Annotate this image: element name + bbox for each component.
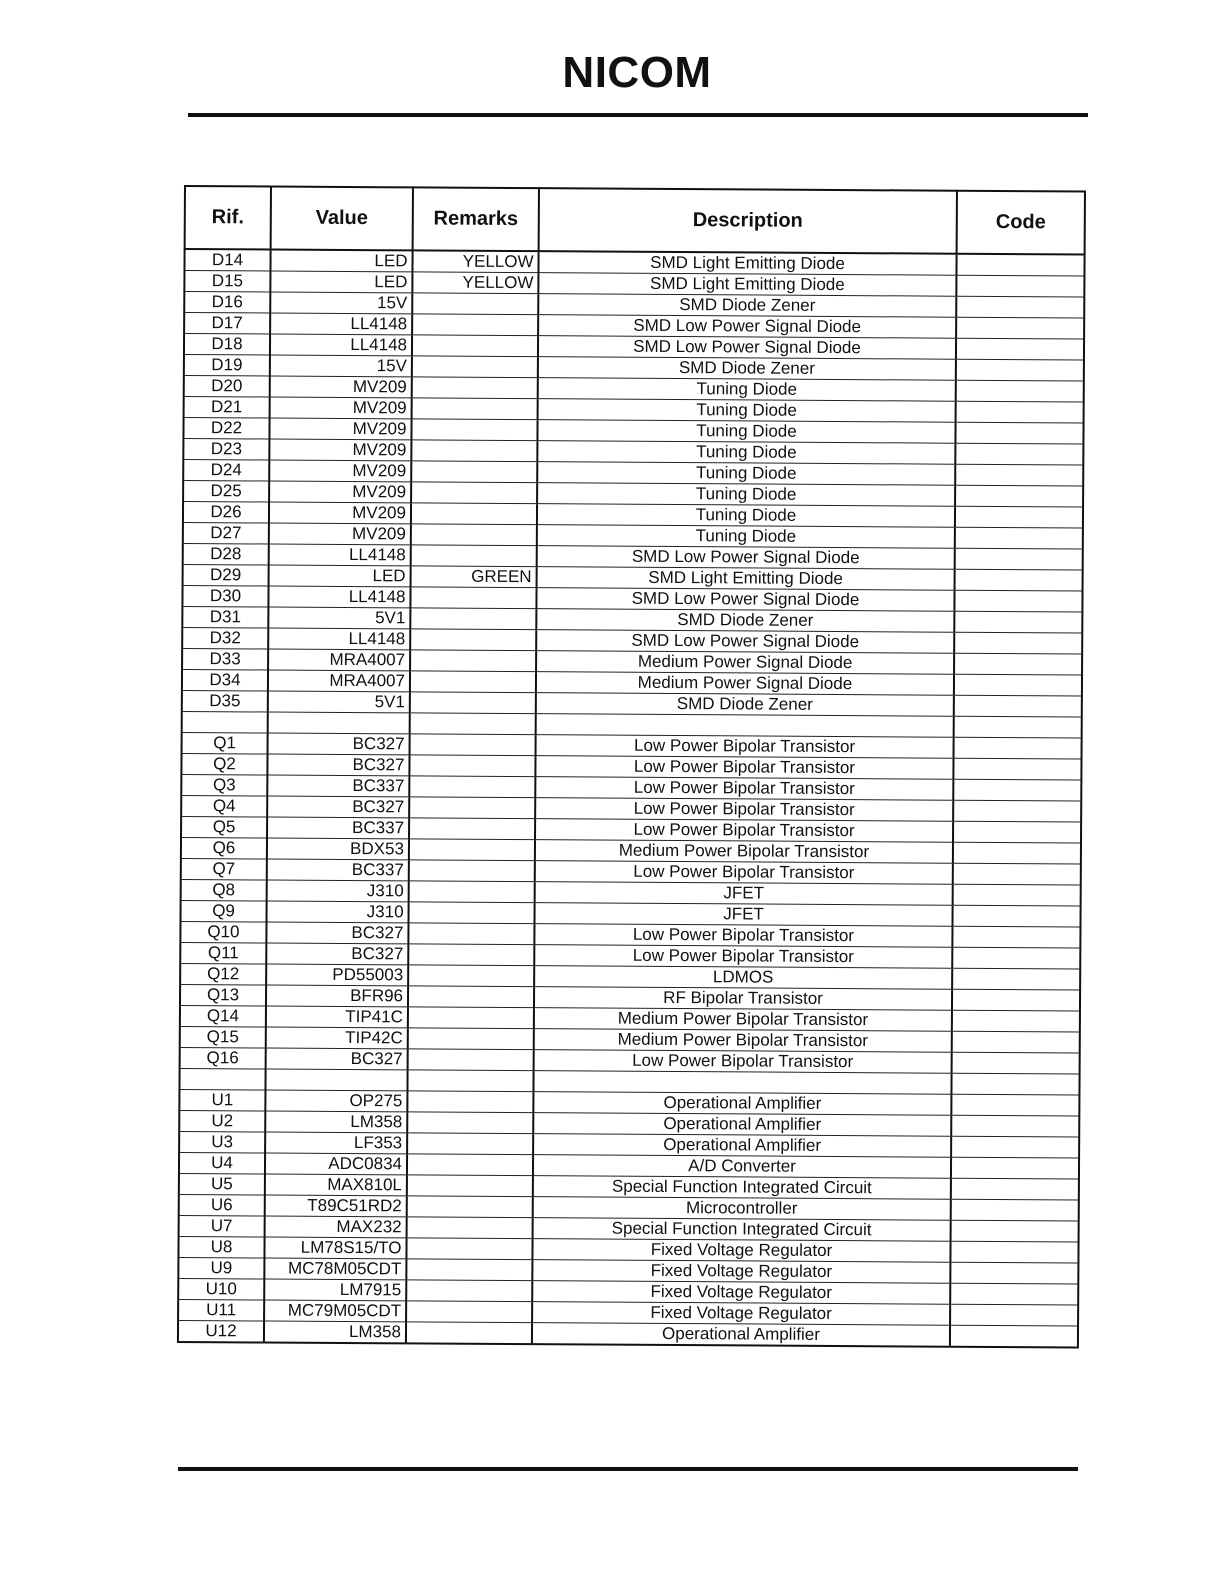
cell-description: Low Power Bipolar Transistor: [535, 819, 953, 843]
cell-value: LED: [270, 250, 412, 272]
cell-remarks: [412, 356, 538, 378]
cell-code: [952, 1010, 1080, 1032]
cell-value: BC327: [268, 733, 410, 755]
cell-remarks: [410, 692, 536, 714]
cell-remarks: [407, 1217, 533, 1239]
cell-value: BC327: [266, 943, 408, 965]
cell-rif: U5: [179, 1173, 265, 1195]
cell-rif: D35: [182, 690, 268, 712]
cell-code: [954, 674, 1082, 696]
cell-value: LF353: [265, 1132, 407, 1154]
cell-rif: Q15: [180, 1026, 266, 1048]
cell-code: [954, 611, 1082, 633]
cell-value: MV209: [269, 418, 411, 440]
cell-value: 15V: [270, 355, 412, 377]
cell-remarks: [406, 1238, 532, 1260]
cell-code: [955, 422, 1083, 444]
cell-description: Tuning Diode: [538, 399, 956, 423]
cell-value: MRA4007: [268, 670, 410, 692]
cell-description: Low Power Bipolar Transistor: [534, 1050, 952, 1074]
cell-remarks: [407, 1154, 533, 1176]
cell-rif: D33: [182, 648, 268, 670]
cell-remarks: [406, 1322, 532, 1344]
cell-rif: Q8: [181, 879, 267, 901]
cell-value: LL4148: [270, 313, 412, 335]
cell-code: [951, 1115, 1079, 1137]
table-body: [178, 249, 1085, 1347]
cell-remarks: [412, 398, 538, 420]
cell-rif: U8: [178, 1236, 264, 1258]
cell-rif: D24: [183, 460, 269, 482]
cell-rif: [182, 711, 268, 733]
cell-value: MAX232: [265, 1216, 407, 1238]
cell-remarks: [406, 1280, 532, 1302]
cell-rif: D23: [183, 439, 269, 461]
cell-remarks: [412, 377, 538, 399]
cell-code: [956, 317, 1084, 339]
cell-code: [953, 800, 1081, 822]
cell-value: BC337: [267, 859, 409, 881]
cell-remarks: [412, 314, 538, 336]
cell-code: [955, 527, 1083, 549]
cell-description: SMD Diode Zener: [538, 357, 956, 381]
cell-code: [953, 842, 1081, 864]
cell-rif: D30: [182, 585, 268, 607]
column-header-remarks: Remarks: [413, 187, 539, 251]
cell-description: Tuning Diode: [537, 420, 955, 444]
cell-remarks: [410, 671, 536, 693]
cell-description: Fixed Voltage Regulator: [532, 1281, 950, 1305]
cell-value: MV209: [269, 502, 411, 524]
cell-value: BDX53: [267, 838, 409, 860]
cell-value: BC337: [267, 775, 409, 797]
cell-description: JFET: [534, 903, 952, 927]
cell-code: [956, 254, 1084, 276]
cell-code: [951, 1136, 1079, 1158]
cell-description: Operational Amplifier: [533, 1134, 951, 1158]
cell-code: [952, 968, 1080, 990]
cell-value: MV209: [269, 439, 411, 461]
cell-code: [955, 569, 1083, 591]
cell-description: SMD Low Power Signal Diode: [536, 588, 954, 612]
cell-code: [953, 863, 1081, 885]
cell-code: [956, 380, 1084, 402]
parts-table: [177, 185, 1086, 1348]
cell-rif: D26: [183, 502, 269, 524]
cell-rif: D31: [182, 606, 268, 628]
page-title: NICOM: [562, 48, 712, 97]
cell-rif: Q10: [180, 921, 266, 943]
footer-divider: [178, 1467, 1078, 1471]
cell-value: 5V1: [268, 691, 410, 713]
cell-description: Operational Amplifier: [533, 1092, 951, 1116]
cell-remarks: [407, 1133, 533, 1155]
cell-code: [955, 485, 1083, 507]
cell-description: Medium Power Signal Diode: [536, 651, 954, 675]
cell-code: [952, 1031, 1080, 1053]
cell-rif: D14: [184, 249, 270, 271]
cell-value: LM358: [264, 1321, 406, 1343]
header-divider: [188, 113, 1088, 117]
cell-code: [951, 1220, 1079, 1242]
cell-remarks: [409, 776, 535, 798]
cell-remarks: [408, 944, 534, 966]
cell-description: A/D Converter: [533, 1155, 951, 1179]
cell-rif: Q11: [180, 942, 266, 964]
cell-rif: D29: [183, 564, 269, 586]
cell-description: Special Function Integrated Circuit: [533, 1176, 951, 1200]
cell-value: T89C51RD2: [265, 1195, 407, 1217]
cell-code: [956, 275, 1084, 297]
cell-value: LM7915: [264, 1279, 406, 1301]
cell-description: Fixed Voltage Regulator: [532, 1302, 950, 1326]
cell-description: SMD Low Power Signal Diode: [536, 630, 954, 654]
cell-value: MC79M05CDT: [264, 1300, 406, 1322]
cell-remarks: [411, 419, 537, 441]
cell-value: [265, 1069, 407, 1091]
cell-rif: Q6: [181, 837, 267, 859]
cell-remarks: [409, 755, 535, 777]
cell-remarks: [410, 734, 536, 756]
cell-value: LED: [269, 565, 411, 587]
cell-description: Special Function Integrated Circuit: [533, 1218, 951, 1242]
column-header-rif: Rif.: [185, 186, 271, 250]
table-row: [178, 1320, 1078, 1347]
table-header-row: [185, 186, 1085, 254]
cell-value: MV209: [269, 523, 411, 545]
cell-code: [956, 359, 1084, 381]
cell-description: SMD Diode Zener: [536, 693, 954, 717]
cell-rif: D15: [184, 271, 270, 293]
cell-remarks: [411, 440, 537, 462]
cell-rif: Q16: [180, 1047, 266, 1069]
column-header-value: Value: [271, 187, 413, 251]
cell-value: MRA4007: [268, 649, 410, 671]
cell-remarks: [411, 461, 537, 483]
cell-code: [950, 1325, 1078, 1347]
cell-code: [952, 989, 1080, 1011]
cell-remarks: [409, 839, 535, 861]
cell-remarks: [409, 797, 535, 819]
cell-remarks: [407, 1175, 533, 1197]
cell-value: MC78M05CDT: [264, 1258, 406, 1280]
cell-rif: U9: [178, 1257, 264, 1279]
cell-rif: Q13: [180, 984, 266, 1006]
cell-description: Low Power Bipolar Transistor: [534, 924, 952, 948]
cell-value: BC327: [267, 796, 409, 818]
cell-description: Low Power Bipolar Transistor: [535, 798, 953, 822]
cell-value: LL4148: [268, 628, 410, 650]
cell-description: SMD Diode Zener: [536, 609, 954, 633]
cell-description: SMD Low Power Signal Diode: [538, 336, 956, 360]
cell-remarks: [408, 902, 534, 924]
cell-rif: D28: [183, 543, 269, 565]
cell-rif: Q2: [181, 753, 267, 775]
cell-remarks: YELLOW: [412, 250, 538, 272]
cell-code: [951, 1199, 1079, 1221]
cell-value: BC337: [267, 817, 409, 839]
column-header-code: Code: [957, 191, 1085, 255]
cell-rif: Q1: [182, 732, 268, 754]
cell-rif: [179, 1068, 265, 1090]
cell-value: BC327: [266, 1048, 408, 1070]
cell-description: Fixed Voltage Regulator: [532, 1239, 950, 1263]
cell-remarks: [408, 923, 534, 945]
cell-remarks: [410, 650, 536, 672]
cell-rif: D21: [184, 397, 270, 419]
cell-rif: D19: [184, 355, 270, 377]
cell-value: [268, 712, 410, 734]
cell-code: [952, 1052, 1080, 1074]
cell-code: [950, 1283, 1078, 1305]
cell-description: Low Power Bipolar Transistor: [535, 861, 953, 885]
cell-value: LL4148: [270, 334, 412, 356]
cell-rif: U6: [179, 1194, 265, 1216]
cell-code: [952, 926, 1080, 948]
cell-rif: U1: [179, 1089, 265, 1111]
cell-remarks: [411, 503, 537, 525]
cell-remarks: [406, 1301, 532, 1323]
cell-remarks: [410, 587, 536, 609]
cell-value: MV209: [270, 397, 412, 419]
cell-code: [950, 1241, 1078, 1263]
cell-code: [954, 716, 1082, 738]
cell-value: BC327: [266, 922, 408, 944]
cell-rif: U7: [179, 1215, 265, 1237]
cell-code: [953, 821, 1081, 843]
cell-remarks: [412, 293, 538, 315]
cell-rif: Q14: [180, 1005, 266, 1027]
cell-code: [951, 1073, 1079, 1095]
cell-code: [953, 779, 1081, 801]
cell-description: [533, 1071, 951, 1095]
cell-remarks: [408, 1028, 534, 1050]
cell-remarks: [408, 1049, 534, 1071]
cell-value: LM358: [265, 1111, 407, 1133]
cell-value: 5V1: [268, 607, 410, 629]
cell-rif: D32: [182, 627, 268, 649]
cell-rif: U12: [178, 1320, 264, 1342]
cell-rif: Q12: [180, 963, 266, 985]
cell-description: Tuning Diode: [537, 504, 955, 528]
cell-value: TIP41C: [266, 1006, 408, 1028]
column-header-description: Description: [539, 188, 957, 254]
cell-remarks: [410, 713, 536, 735]
cell-rif: U2: [179, 1110, 265, 1132]
cell-rif: Q3: [181, 774, 267, 796]
cell-value: BFR96: [266, 985, 408, 1007]
cell-value: MV209: [269, 481, 411, 503]
cell-code: [952, 947, 1080, 969]
cell-code: [950, 1262, 1078, 1284]
cell-value: J310: [267, 880, 409, 902]
cell-code: [951, 1178, 1079, 1200]
cell-description: Operational Amplifier: [533, 1113, 951, 1137]
cell-rif: Q4: [181, 795, 267, 817]
cell-code: [955, 443, 1083, 465]
cell-value: LED: [270, 271, 412, 293]
cell-remarks: [409, 860, 535, 882]
cell-remarks: [410, 608, 536, 630]
cell-code: [954, 695, 1082, 717]
cell-rif: D18: [184, 334, 270, 356]
cell-code: [955, 464, 1083, 486]
cell-remarks: [407, 1070, 533, 1092]
cell-code: [954, 653, 1082, 675]
cell-description: SMD Light Emitting Diode: [538, 273, 956, 297]
cell-remarks: [408, 986, 534, 1008]
cell-rif: U3: [179, 1131, 265, 1153]
cell-description: Low Power Bipolar Transistor: [536, 735, 954, 759]
cell-code: [954, 632, 1082, 654]
cell-description: JFET: [535, 882, 953, 906]
cell-remarks: [406, 1259, 532, 1281]
cell-value: LM78S15/TO: [264, 1237, 406, 1259]
cell-code: [956, 296, 1084, 318]
cell-value: PD55003: [266, 964, 408, 986]
cell-rif: D34: [182, 669, 268, 691]
cell-remarks: [408, 965, 534, 987]
cell-value: MV209: [269, 460, 411, 482]
cell-description: Low Power Bipolar Transistor: [535, 756, 953, 780]
cell-description: Medium Power Signal Diode: [536, 672, 954, 696]
cell-description: Tuning Diode: [537, 462, 955, 486]
cell-description: Tuning Diode: [538, 378, 956, 402]
cell-value: ADC0834: [265, 1153, 407, 1175]
cell-description: Operational Amplifier: [532, 1323, 950, 1347]
cell-value: LL4148: [268, 586, 410, 608]
cell-rif: Q9: [181, 900, 267, 922]
cell-description: Tuning Diode: [537, 441, 955, 465]
cell-rif: D27: [183, 522, 269, 544]
cell-rif: Q5: [181, 816, 267, 838]
cell-value: 15V: [270, 292, 412, 314]
cell-code: [951, 1094, 1079, 1116]
cell-code: [953, 758, 1081, 780]
cell-description: Low Power Bipolar Transistor: [535, 777, 953, 801]
cell-description: SMD Low Power Signal Diode: [538, 315, 956, 339]
cell-description: SMD Diode Zener: [538, 294, 956, 318]
cell-code: [953, 884, 1081, 906]
cell-rif: U11: [178, 1299, 264, 1321]
cell-value: BC327: [267, 754, 409, 776]
cell-description: Fixed Voltage Regulator: [532, 1260, 950, 1284]
cell-code: [950, 1304, 1078, 1326]
cell-code: [952, 905, 1080, 927]
cell-value: MAX810L: [265, 1174, 407, 1196]
parts-table-container: [177, 185, 1084, 1348]
cell-remarks: [407, 1196, 533, 1218]
cell-code: [955, 506, 1083, 528]
cell-rif: D17: [184, 313, 270, 335]
cell-rif: D25: [183, 481, 269, 503]
cell-remarks: [411, 482, 537, 504]
cell-value: J310: [266, 901, 408, 923]
cell-remarks: [407, 1091, 533, 1113]
cell-description: Low Power Bipolar Transistor: [534, 945, 952, 969]
cell-description: RF Bipolar Transistor: [534, 987, 952, 1011]
cell-description: Medium Power Bipolar Transistor: [535, 840, 953, 864]
cell-description: Medium Power Bipolar Transistor: [534, 1008, 952, 1032]
cell-remarks: [411, 524, 537, 546]
cell-value: MV209: [270, 376, 412, 398]
cell-description: SMD Low Power Signal Diode: [537, 546, 955, 570]
cell-description: SMD Light Emitting Diode: [537, 567, 955, 591]
cell-code: [954, 590, 1082, 612]
cell-remarks: GREEN: [411, 566, 537, 588]
cell-description: Tuning Diode: [537, 483, 955, 507]
cell-description: Medium Power Bipolar Transistor: [534, 1029, 952, 1053]
cell-code: [956, 338, 1084, 360]
cell-rif: U10: [178, 1278, 264, 1300]
cell-rif: Q7: [181, 858, 267, 880]
cell-remarks: [411, 545, 537, 567]
cell-description: Tuning Diode: [537, 525, 955, 549]
cell-code: [955, 548, 1083, 570]
cell-rif: D20: [184, 376, 270, 398]
cell-code: [954, 737, 1082, 759]
cell-remarks: [409, 818, 535, 840]
cell-rif: D16: [184, 292, 270, 314]
cell-code: [956, 401, 1084, 423]
cell-remarks: [410, 629, 536, 651]
cell-remarks: [408, 1007, 534, 1029]
cell-remarks: [412, 335, 538, 357]
cell-value: TIP42C: [266, 1027, 408, 1049]
cell-value: LL4148: [269, 544, 411, 566]
cell-rif: D22: [183, 418, 269, 440]
cell-description: Microcontroller: [533, 1197, 951, 1221]
cell-code: [951, 1157, 1079, 1179]
cell-description: LDMOS: [534, 966, 952, 990]
cell-remarks: [407, 1112, 533, 1134]
cell-remarks: YELLOW: [412, 272, 538, 294]
cell-description: SMD Light Emitting Diode: [538, 251, 956, 275]
cell-description: [536, 714, 954, 738]
cell-rif: U4: [179, 1152, 265, 1174]
cell-value: OP275: [265, 1090, 407, 1112]
cell-remarks: [409, 881, 535, 903]
